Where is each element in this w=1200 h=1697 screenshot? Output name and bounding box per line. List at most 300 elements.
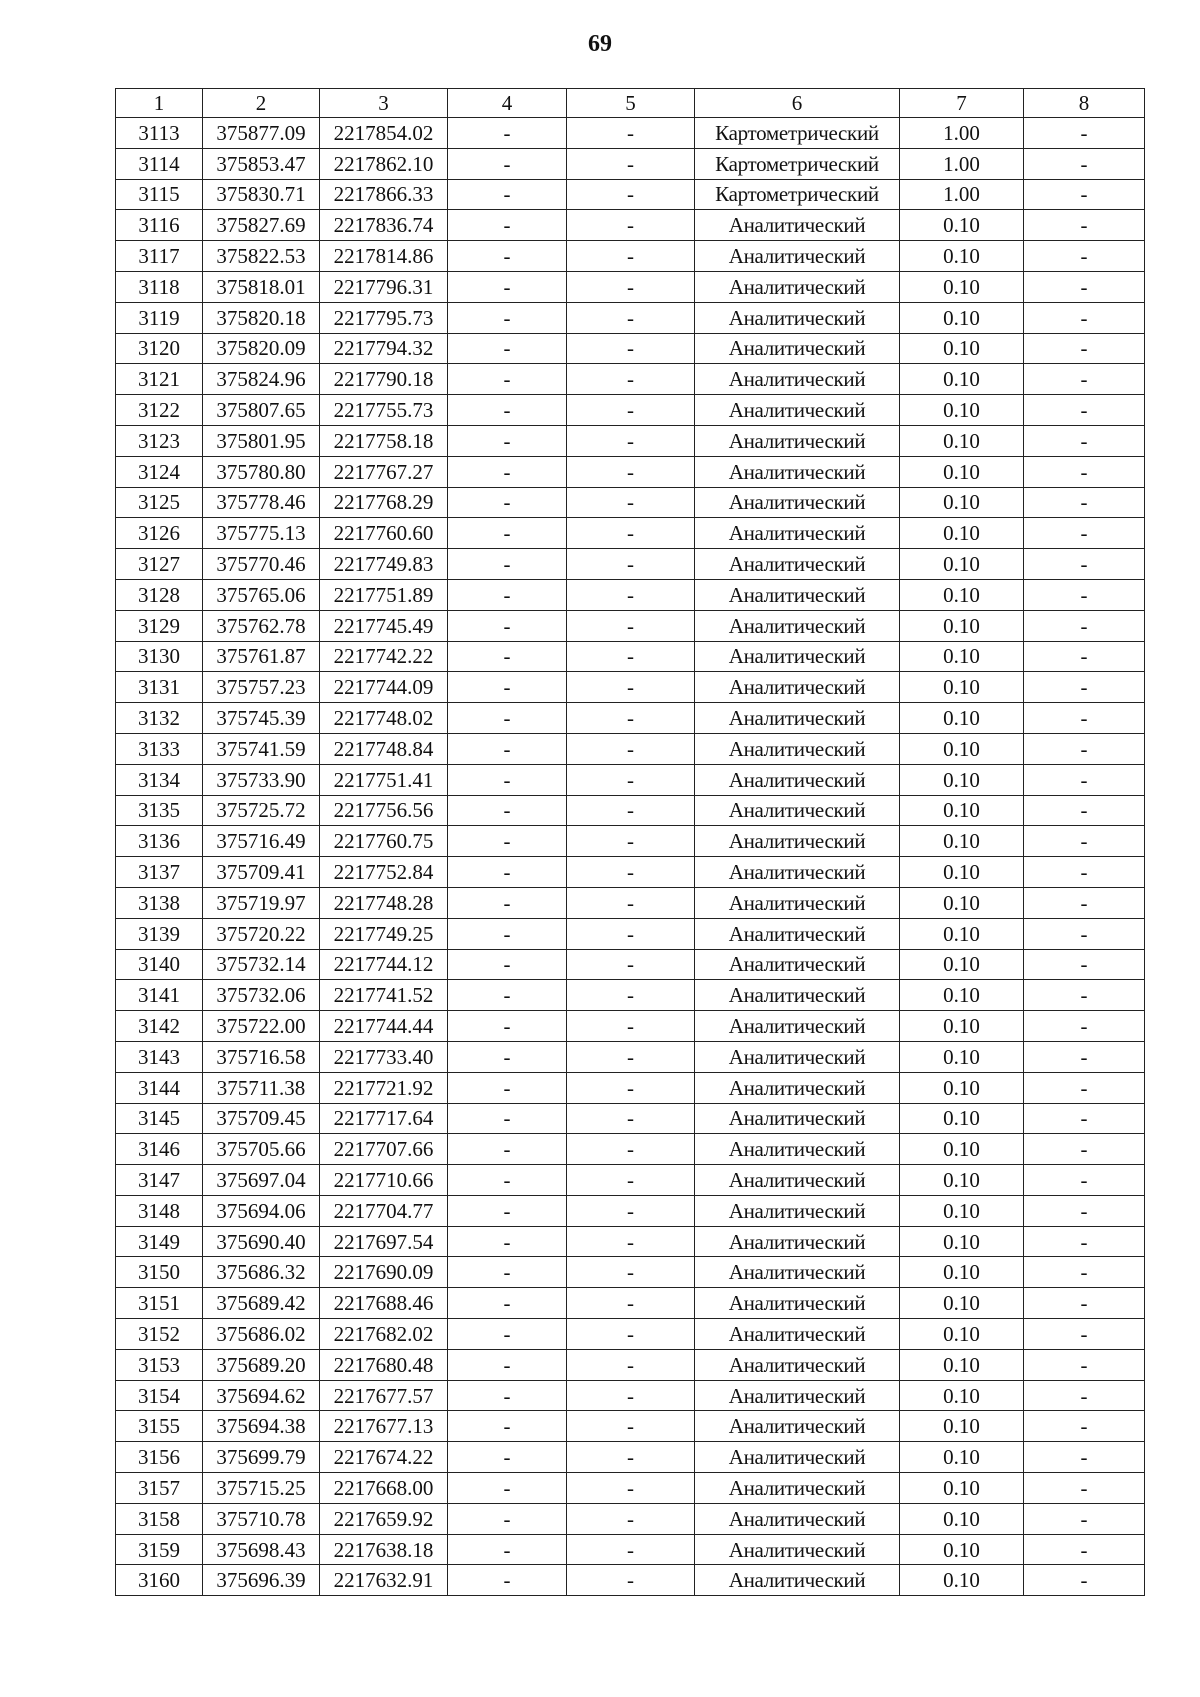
table-row	[116, 1134, 1145, 1165]
column-4-cell: -	[448, 118, 567, 149]
accuracy-cell: 0.10	[900, 949, 1024, 980]
column-4-cell: -	[448, 764, 567, 795]
point-number-cell: 3130	[116, 641, 203, 672]
method-cell: Аналитический	[695, 703, 900, 734]
method-cell: Аналитический	[695, 425, 900, 456]
column-4-cell: -	[448, 1288, 567, 1319]
table-row	[116, 333, 1145, 364]
method-cell: Аналитический	[695, 1473, 900, 1504]
column-4-cell: -	[448, 1565, 567, 1596]
column-4-cell: -	[448, 1319, 567, 1350]
x-coordinate-cell: 375696.39	[203, 1565, 320, 1596]
y-coordinate-cell: 2217836.74	[320, 210, 448, 241]
x-coordinate-cell: 375770.46	[203, 549, 320, 580]
table-row	[116, 1319, 1145, 1350]
x-coordinate-cell: 375820.18	[203, 302, 320, 333]
method-cell: Аналитический	[695, 826, 900, 857]
y-coordinate-cell: 2217768.29	[320, 487, 448, 518]
point-number-cell: 3132	[116, 703, 203, 734]
x-coordinate-cell: 375775.13	[203, 518, 320, 549]
y-coordinate-cell: 2217748.28	[320, 887, 448, 918]
y-coordinate-cell: 2217755.73	[320, 395, 448, 426]
column-8-cell: -	[1024, 518, 1145, 549]
accuracy-cell: 0.10	[900, 1534, 1024, 1565]
point-number-cell: 3147	[116, 1165, 203, 1196]
column-8-cell: -	[1024, 764, 1145, 795]
x-coordinate-cell: 375830.71	[203, 179, 320, 210]
table-row	[116, 549, 1145, 580]
x-coordinate-cell: 375722.00	[203, 1011, 320, 1042]
table-row	[116, 1011, 1145, 1042]
table-body	[116, 118, 1145, 1596]
x-coordinate-cell: 375709.41	[203, 857, 320, 888]
accuracy-cell: 0.10	[900, 241, 1024, 272]
y-coordinate-cell: 2217682.02	[320, 1319, 448, 1350]
x-coordinate-cell: 375690.40	[203, 1226, 320, 1257]
accuracy-cell: 0.10	[900, 887, 1024, 918]
column-8-cell: -	[1024, 241, 1145, 272]
point-number-cell: 3148	[116, 1195, 203, 1226]
y-coordinate-cell: 2217733.40	[320, 1041, 448, 1072]
method-cell: Аналитический	[695, 610, 900, 641]
column-5-cell: -	[567, 549, 695, 580]
accuracy-cell: 0.10	[900, 1288, 1024, 1319]
x-coordinate-cell: 375732.06	[203, 980, 320, 1011]
column-header: 5	[567, 89, 695, 118]
x-coordinate-cell: 375694.62	[203, 1380, 320, 1411]
accuracy-cell: 0.10	[900, 456, 1024, 487]
accuracy-cell: 0.10	[900, 795, 1024, 826]
x-coordinate-cell: 375705.66	[203, 1134, 320, 1165]
x-coordinate-cell: 375824.96	[203, 364, 320, 395]
y-coordinate-cell: 2217741.52	[320, 980, 448, 1011]
column-4-cell: -	[448, 1103, 567, 1134]
table-row	[116, 980, 1145, 1011]
table-row	[116, 1473, 1145, 1504]
y-coordinate-cell: 2217710.66	[320, 1165, 448, 1196]
method-cell: Аналитический	[695, 579, 900, 610]
x-coordinate-cell: 375780.80	[203, 456, 320, 487]
x-coordinate-cell: 375827.69	[203, 210, 320, 241]
table-row	[116, 179, 1145, 210]
column-4-cell: -	[448, 487, 567, 518]
point-number-cell: 3123	[116, 425, 203, 456]
y-coordinate-cell: 2217758.18	[320, 425, 448, 456]
column-8-cell: -	[1024, 487, 1145, 518]
column-4-cell: -	[448, 1349, 567, 1380]
column-8-cell: -	[1024, 1072, 1145, 1103]
table-row	[116, 949, 1145, 980]
accuracy-cell: 0.10	[900, 1442, 1024, 1473]
point-number-cell: 3127	[116, 549, 203, 580]
accuracy-cell: 0.10	[900, 641, 1024, 672]
accuracy-cell: 0.10	[900, 1011, 1024, 1042]
x-coordinate-cell: 375757.23	[203, 672, 320, 703]
y-coordinate-cell: 2217760.75	[320, 826, 448, 857]
column-5-cell: -	[567, 1288, 695, 1319]
column-4-cell: -	[448, 1134, 567, 1165]
point-number-cell: 3119	[116, 302, 203, 333]
column-8-cell: -	[1024, 210, 1145, 241]
x-coordinate-cell: 375697.04	[203, 1165, 320, 1196]
column-5-cell: -	[567, 518, 695, 549]
point-number-cell: 3114	[116, 148, 203, 179]
column-5-cell: -	[567, 1011, 695, 1042]
column-5-cell: -	[567, 1319, 695, 1350]
point-number-cell: 3131	[116, 672, 203, 703]
accuracy-cell: 0.10	[900, 1072, 1024, 1103]
method-cell: Аналитический	[695, 887, 900, 918]
column-4-cell: -	[448, 1442, 567, 1473]
x-coordinate-cell: 375719.97	[203, 887, 320, 918]
y-coordinate-cell: 2217760.60	[320, 518, 448, 549]
column-5-cell: -	[567, 148, 695, 179]
y-coordinate-cell: 2217632.91	[320, 1565, 448, 1596]
accuracy-cell: 0.10	[900, 703, 1024, 734]
y-coordinate-cell: 2217862.10	[320, 148, 448, 179]
accuracy-cell: 0.10	[900, 579, 1024, 610]
column-8-cell: -	[1024, 364, 1145, 395]
column-8-cell: -	[1024, 1442, 1145, 1473]
point-number-cell: 3160	[116, 1565, 203, 1596]
method-cell: Аналитический	[695, 1534, 900, 1565]
table-row	[116, 302, 1145, 333]
column-4-cell: -	[448, 641, 567, 672]
column-8-cell: -	[1024, 579, 1145, 610]
table-row	[116, 857, 1145, 888]
accuracy-cell: 0.10	[900, 271, 1024, 302]
column-8-cell: -	[1024, 1257, 1145, 1288]
column-5-cell: -	[567, 1195, 695, 1226]
column-5-cell: -	[567, 1134, 695, 1165]
y-coordinate-cell: 2217751.89	[320, 579, 448, 610]
point-number-cell: 3117	[116, 241, 203, 272]
x-coordinate-cell: 375686.02	[203, 1319, 320, 1350]
point-number-cell: 3128	[116, 579, 203, 610]
column-5-cell: -	[567, 980, 695, 1011]
point-number-cell: 3120	[116, 333, 203, 364]
method-cell: Аналитический	[695, 1257, 900, 1288]
table-row	[116, 364, 1145, 395]
point-number-cell: 3139	[116, 918, 203, 949]
accuracy-cell: 0.10	[900, 1380, 1024, 1411]
method-cell: Аналитический	[695, 672, 900, 703]
x-coordinate-cell: 375716.58	[203, 1041, 320, 1072]
column-header: 6	[695, 89, 900, 118]
column-4-cell: -	[448, 703, 567, 734]
y-coordinate-cell: 2217674.22	[320, 1442, 448, 1473]
table-row	[116, 672, 1145, 703]
accuracy-cell: 0.10	[900, 1226, 1024, 1257]
column-8-cell: -	[1024, 641, 1145, 672]
y-coordinate-cell: 2217697.54	[320, 1226, 448, 1257]
table-row	[116, 1442, 1145, 1473]
column-5-cell: -	[567, 887, 695, 918]
table-row	[116, 641, 1145, 672]
column-8-cell: -	[1024, 425, 1145, 456]
column-4-cell: -	[448, 302, 567, 333]
point-number-cell: 3134	[116, 764, 203, 795]
x-coordinate-cell: 375801.95	[203, 425, 320, 456]
column-4-cell: -	[448, 1011, 567, 1042]
method-cell: Аналитический	[695, 549, 900, 580]
x-coordinate-cell: 375689.42	[203, 1288, 320, 1319]
header-row	[116, 89, 1145, 118]
x-coordinate-cell: 375745.39	[203, 703, 320, 734]
y-coordinate-cell: 2217677.13	[320, 1411, 448, 1442]
column-5-cell: -	[567, 118, 695, 149]
column-4-cell: -	[448, 1165, 567, 1196]
y-coordinate-cell: 2217638.18	[320, 1534, 448, 1565]
column-4-cell: -	[448, 1503, 567, 1534]
y-coordinate-cell: 2217668.00	[320, 1473, 448, 1504]
point-number-cell: 3138	[116, 887, 203, 918]
column-8-cell: -	[1024, 887, 1145, 918]
point-number-cell: 3136	[116, 826, 203, 857]
point-number-cell: 3121	[116, 364, 203, 395]
column-8-cell: -	[1024, 918, 1145, 949]
y-coordinate-cell: 2217707.66	[320, 1134, 448, 1165]
accuracy-cell: 0.10	[900, 1103, 1024, 1134]
column-5-cell: -	[567, 1226, 695, 1257]
column-8-cell: -	[1024, 1134, 1145, 1165]
column-4-cell: -	[448, 364, 567, 395]
column-5-cell: -	[567, 795, 695, 826]
x-coordinate-cell: 375694.38	[203, 1411, 320, 1442]
column-4-cell: -	[448, 857, 567, 888]
y-coordinate-cell: 2217756.56	[320, 795, 448, 826]
column-5-cell: -	[567, 949, 695, 980]
accuracy-cell: 0.10	[900, 610, 1024, 641]
column-5-cell: -	[567, 1072, 695, 1103]
method-cell: Аналитический	[695, 764, 900, 795]
point-number-cell: 3141	[116, 980, 203, 1011]
column-5-cell: -	[567, 672, 695, 703]
column-8-cell: -	[1024, 672, 1145, 703]
method-cell: Аналитический	[695, 918, 900, 949]
column-5-cell: -	[567, 302, 695, 333]
point-number-cell: 3143	[116, 1041, 203, 1072]
accuracy-cell: 0.10	[900, 1411, 1024, 1442]
point-number-cell: 3155	[116, 1411, 203, 1442]
method-cell: Аналитический	[695, 333, 900, 364]
y-coordinate-cell: 2217748.84	[320, 733, 448, 764]
table-row	[116, 1288, 1145, 1319]
column-5-cell: -	[567, 1565, 695, 1596]
method-cell: Аналитический	[695, 271, 900, 302]
table-row	[116, 826, 1145, 857]
column-8-cell: -	[1024, 302, 1145, 333]
point-number-cell: 3146	[116, 1134, 203, 1165]
column-8-cell: -	[1024, 549, 1145, 580]
column-8-cell: -	[1024, 1041, 1145, 1072]
y-coordinate-cell: 2217717.64	[320, 1103, 448, 1134]
y-coordinate-cell: 2217814.86	[320, 241, 448, 272]
x-coordinate-cell: 375733.90	[203, 764, 320, 795]
method-cell: Аналитический	[695, 302, 900, 333]
point-number-cell: 3153	[116, 1349, 203, 1380]
column-8-cell: -	[1024, 1349, 1145, 1380]
x-coordinate-cell: 375689.20	[203, 1349, 320, 1380]
point-number-cell: 3122	[116, 395, 203, 426]
accuracy-cell: 0.10	[900, 1473, 1024, 1504]
column-header: 8	[1024, 89, 1145, 118]
column-8-cell: -	[1024, 1288, 1145, 1319]
point-number-cell: 3125	[116, 487, 203, 518]
column-header: 7	[900, 89, 1024, 118]
table-row	[116, 1165, 1145, 1196]
point-number-cell: 3115	[116, 179, 203, 210]
y-coordinate-cell: 2217767.27	[320, 456, 448, 487]
accuracy-cell: 0.10	[900, 302, 1024, 333]
method-cell: Аналитический	[695, 1195, 900, 1226]
column-8-cell: -	[1024, 456, 1145, 487]
point-number-cell: 3151	[116, 1288, 203, 1319]
x-coordinate-cell: 375699.79	[203, 1442, 320, 1473]
column-5-cell: -	[567, 1411, 695, 1442]
y-coordinate-cell: 2217796.31	[320, 271, 448, 302]
column-8-cell: -	[1024, 1195, 1145, 1226]
x-coordinate-cell: 375720.22	[203, 918, 320, 949]
column-5-cell: -	[567, 918, 695, 949]
column-5-cell: -	[567, 1103, 695, 1134]
method-cell: Аналитический	[695, 1103, 900, 1134]
column-8-cell: -	[1024, 857, 1145, 888]
method-cell: Аналитический	[695, 241, 900, 272]
column-4-cell: -	[448, 1226, 567, 1257]
table-row	[116, 703, 1145, 734]
column-4-cell: -	[448, 333, 567, 364]
table-row	[116, 1349, 1145, 1380]
method-cell: Аналитический	[695, 795, 900, 826]
accuracy-cell: 0.10	[900, 425, 1024, 456]
column-header: 1	[116, 89, 203, 118]
table-row	[116, 733, 1145, 764]
column-5-cell: -	[567, 641, 695, 672]
point-number-cell: 3156	[116, 1442, 203, 1473]
column-header: 2	[203, 89, 320, 118]
column-4-cell: -	[448, 395, 567, 426]
point-number-cell: 3154	[116, 1380, 203, 1411]
y-coordinate-cell: 2217690.09	[320, 1257, 448, 1288]
accuracy-cell: 0.10	[900, 918, 1024, 949]
table-row	[116, 395, 1145, 426]
column-4-cell: -	[448, 1411, 567, 1442]
method-cell: Аналитический	[695, 980, 900, 1011]
x-coordinate-cell: 375732.14	[203, 949, 320, 980]
method-cell: Аналитический	[695, 1226, 900, 1257]
column-4-cell: -	[448, 1473, 567, 1504]
column-4-cell: -	[448, 949, 567, 980]
table-row	[116, 1257, 1145, 1288]
method-cell: Аналитический	[695, 949, 900, 980]
point-number-cell: 3137	[116, 857, 203, 888]
table-row	[116, 1565, 1145, 1596]
y-coordinate-cell: 2217866.33	[320, 179, 448, 210]
column-8-cell: -	[1024, 703, 1145, 734]
column-4-cell: -	[448, 1195, 567, 1226]
y-coordinate-cell: 2217742.22	[320, 641, 448, 672]
x-coordinate-cell: 375716.49	[203, 826, 320, 857]
x-coordinate-cell: 375686.32	[203, 1257, 320, 1288]
column-5-cell: -	[567, 610, 695, 641]
accuracy-cell: 0.10	[900, 1503, 1024, 1534]
column-5-cell: -	[567, 241, 695, 272]
column-8-cell: -	[1024, 1226, 1145, 1257]
column-5-cell: -	[567, 425, 695, 456]
column-5-cell: -	[567, 487, 695, 518]
y-coordinate-cell: 2217790.18	[320, 364, 448, 395]
accuracy-cell: 0.10	[900, 1134, 1024, 1165]
method-cell: Аналитический	[695, 733, 900, 764]
table-row	[116, 271, 1145, 302]
table-row	[116, 1195, 1145, 1226]
y-coordinate-cell: 2217749.25	[320, 918, 448, 949]
accuracy-cell: 0.10	[900, 857, 1024, 888]
table-row	[116, 579, 1145, 610]
column-4-cell: -	[448, 579, 567, 610]
point-number-cell: 3133	[116, 733, 203, 764]
column-8-cell: -	[1024, 980, 1145, 1011]
method-cell: Аналитический	[695, 518, 900, 549]
column-5-cell: -	[567, 179, 695, 210]
column-5-cell: -	[567, 271, 695, 302]
table-row	[116, 148, 1145, 179]
accuracy-cell: 1.00	[900, 118, 1024, 149]
method-cell: Аналитический	[695, 1288, 900, 1319]
column-8-cell: -	[1024, 733, 1145, 764]
column-4-cell: -	[448, 918, 567, 949]
point-number-cell: 3135	[116, 795, 203, 826]
x-coordinate-cell: 375822.53	[203, 241, 320, 272]
method-cell: Аналитический	[695, 1349, 900, 1380]
point-number-cell: 3116	[116, 210, 203, 241]
x-coordinate-cell: 375762.78	[203, 610, 320, 641]
method-cell: Аналитический	[695, 1503, 900, 1534]
column-4-cell: -	[448, 148, 567, 179]
method-cell: Аналитический	[695, 1442, 900, 1473]
x-coordinate-cell: 375741.59	[203, 733, 320, 764]
accuracy-cell: 0.10	[900, 672, 1024, 703]
table-row	[116, 1041, 1145, 1072]
column-8-cell: -	[1024, 333, 1145, 364]
column-8-cell: -	[1024, 1565, 1145, 1596]
x-coordinate-cell: 375698.43	[203, 1534, 320, 1565]
accuracy-cell: 0.10	[900, 1165, 1024, 1196]
y-coordinate-cell: 2217721.92	[320, 1072, 448, 1103]
y-coordinate-cell: 2217748.02	[320, 703, 448, 734]
y-coordinate-cell: 2217744.12	[320, 949, 448, 980]
point-number-cell: 3113	[116, 118, 203, 149]
column-8-cell: -	[1024, 395, 1145, 426]
column-5-cell: -	[567, 1349, 695, 1380]
column-8-cell: -	[1024, 1411, 1145, 1442]
column-4-cell: -	[448, 1072, 567, 1103]
point-number-cell: 3126	[116, 518, 203, 549]
table-row	[116, 518, 1145, 549]
x-coordinate-cell: 375711.38	[203, 1072, 320, 1103]
column-4-cell: -	[448, 733, 567, 764]
y-coordinate-cell: 2217677.57	[320, 1380, 448, 1411]
column-8-cell: -	[1024, 610, 1145, 641]
table-row	[116, 425, 1145, 456]
point-number-cell: 3144	[116, 1072, 203, 1103]
method-cell: Аналитический	[695, 210, 900, 241]
method-cell: Аналитический	[695, 1134, 900, 1165]
table-row	[116, 610, 1145, 641]
method-cell: Аналитический	[695, 1072, 900, 1103]
y-coordinate-cell: 2217752.84	[320, 857, 448, 888]
